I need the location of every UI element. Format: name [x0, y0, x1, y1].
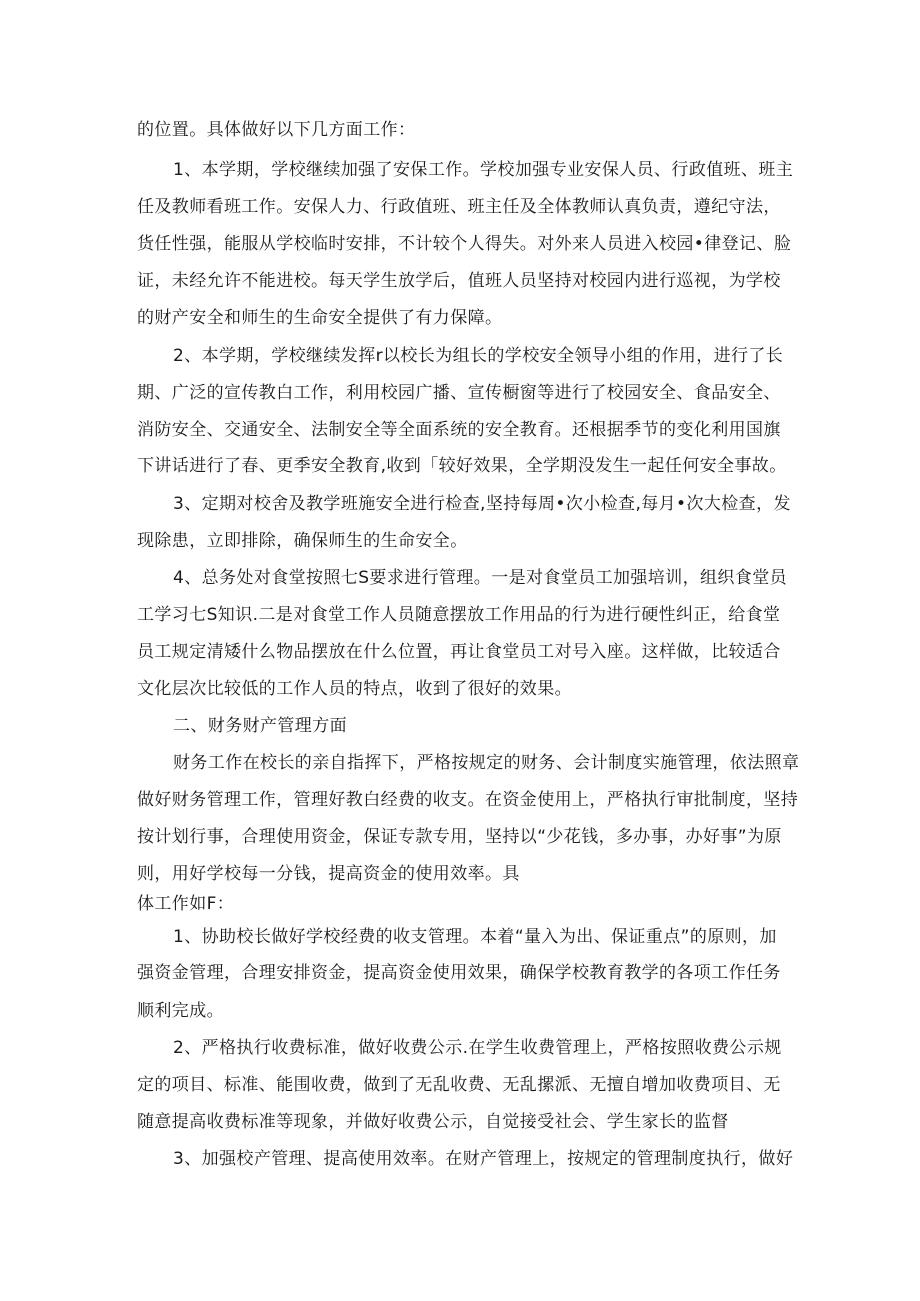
text-line: 工学习七S知识.二是对食堂工作人员随意摆放工作用品的行为进行硬性纠正，给食堂	[137, 605, 781, 625]
text-line: 2、严格执行收费标准，做好收费公示.在学生收费管理上，严格按照收费公示规	[173, 1038, 782, 1058]
text-line: 3、加强校产管理、提高使用效率。在财产管理上，按规定的管理制度执行，做好	[173, 1149, 794, 1169]
text-line: 任及教师看班工作。安保人力、行政值班、班主任及全体教师认真负责，遵纪守法，	[137, 197, 781, 217]
text-line: 期、广泛的宣传教白工作，利用校园广播、宣传橱窗等进行了校园安全、食品安全、	[137, 383, 781, 403]
text-line: 下讲话进行了春、更季安全教育,收到「较好效果，全学期没发生一起任何安全事故。	[137, 456, 787, 476]
text-line: 3、定期对校舍及教学班施安全进行检查,坚持每周•次小检查,每月•次大检查，发	[173, 494, 791, 514]
text-line: 做好财务管理工作，管理好教白经费的收支。在资金使用上，严格执行审批制度，坚持	[137, 790, 799, 810]
text-line: 1、协助校长做好学校经费的收支管理。本着“量入为出、保证重点”的原则，加	[173, 927, 777, 947]
text-line: 定的项目、标准、能围收费，做到了无乱收费、无乱摞派、无擅自增加收费项目、无	[137, 1075, 781, 1095]
text-line: 证，未经允许不能进校。每天学生放学后，值班人员坚持对校园内进行巡视，为学校	[137, 271, 781, 291]
text-line: 现除患，立即排除，确保师生的生命安全。	[137, 531, 468, 551]
text-line: 消防安全、交通安全、法制安全等全面系统的安全教育。还根据季节的变化利用国旗	[137, 420, 781, 440]
text-line: 货任性强，能服从学校临时安排，不计较个人得失。对外来人员进入校园•律登记、脸	[137, 234, 792, 254]
section-heading: 二、财务财产管理方面	[173, 716, 347, 736]
text-line: 体工作如F：	[137, 894, 235, 914]
text-line: 文化层次比较低的工作人员的特点，收到了很好的效果。	[137, 679, 572, 699]
text-line: 强资金管理，合理安排资金，提高资金使用效果，确保学校教育教学的各项工作任务	[137, 963, 781, 983]
text-line: 财务工作在校长的亲自指挥下，严格按规定的财务、会计制度实施管理，依法照章	[173, 753, 800, 773]
text-line: 则，用好学校每一分钱，提高资金的使用效率。具	[137, 864, 520, 884]
text-line: 1、本学期，学校继续加强了安保工作。学校加强专业安保人员、行政值班、班主	[173, 160, 794, 180]
text-line: 2、本学期，学校继续发挥r以校长为组长的学校安全领导小组的作用，进行了长	[173, 346, 784, 366]
text-line: 随意提高收费标准等现象，并做好收费公示，自觉接受社会、学生家长的监督	[137, 1112, 729, 1132]
text-line: 员工规定清矮什么物品摆放在什么位置，再让食堂员工对号入座。这样做，比较适合	[137, 642, 781, 662]
text-line: 的位置。具体做好以下几方面工作：	[137, 120, 416, 140]
text-line: 4、总务处对食堂按照七S要求进行管理。一是对食堂员工加强培训，组织食堂员	[173, 568, 788, 588]
text-line: 的财产安全和师生的生命安全提供了有力保障。	[137, 308, 503, 328]
text-line: 按计划行事，合理使用资金，保证专款专用，坚持以“少花钱，多办事，办好事”为原	[137, 827, 782, 847]
text-line: 顺利完成。	[137, 1001, 224, 1021]
